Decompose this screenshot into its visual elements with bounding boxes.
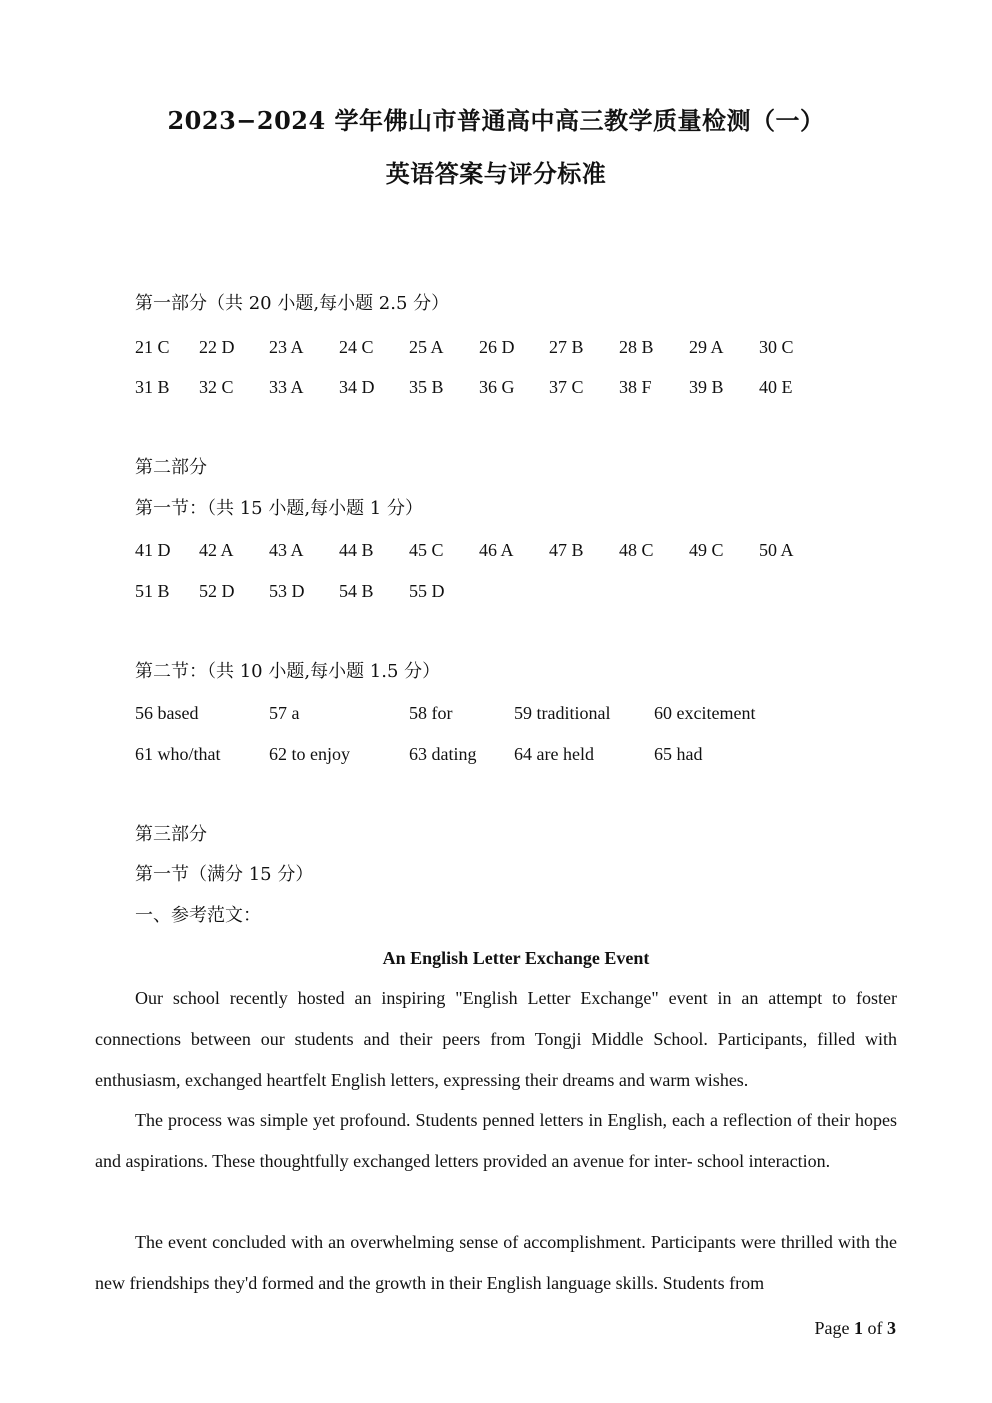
answer-item: 53 D (269, 581, 305, 601)
essay-paragraph: Our school recently hosted an inspiring "English Letter Exchange" event in an attempt to foster connections between our students and their peers from Tongji Middle School. Participants, filled with enthusiasm, exchanged heartfelt English letters, expressing their dreams and warm wishes. (95, 988, 897, 1090)
answer-item: 24 C (339, 337, 374, 357)
page-word: Page (814, 1318, 850, 1338)
essay-paragraph: The event concluded with an overwhelming sense of accomplishment. Participants were thrilled with the new friendships they'd formed and the growth in their English language skills. Students from (95, 1232, 897, 1293)
answer-item: 54 B (339, 581, 374, 601)
answer-item: 30 C (759, 337, 794, 357)
answer-item: 29 A (689, 337, 724, 357)
answer-item: 65 had (654, 744, 703, 764)
answer-item: 46 A (479, 540, 514, 560)
answer-item: 59 traditional (514, 703, 611, 723)
answer-item: 60 excitement (654, 703, 756, 723)
answer-item: 33 A (269, 377, 304, 397)
answer-item: 55 D (409, 581, 445, 601)
answer-item: 48 C (619, 540, 654, 560)
page-subtitle: 英语答案与评分标准 (385, 159, 607, 188)
sample-essay-heading: 一、参考范文： (135, 905, 261, 926)
answer-item: 51 B (135, 581, 170, 601)
answer-item: 31 B (135, 377, 170, 397)
answer-item: 44 B (339, 540, 374, 560)
answer-item: 32 C (199, 377, 234, 397)
page-number (815, 1316, 897, 1340)
answer-item: 45 C (409, 540, 444, 560)
answer-item: 28 B (619, 337, 654, 357)
answer-item: 34 D (339, 377, 375, 397)
answer-item: 21 C (135, 337, 170, 357)
answer-item: 61 who/that (135, 744, 221, 764)
answer-item: 62 to enjoy (269, 744, 350, 764)
answer-item: 43 A (269, 540, 304, 560)
part2-section1-heading: 第一节：（共 15 小题,每小题 1 分） (135, 498, 423, 519)
answer-item: 40 E (759, 377, 793, 397)
page-current: 1 (854, 1318, 863, 1338)
answer-item: 41 D (135, 540, 171, 560)
part1-heading: 第一部分（共 20 小题,每小题 2.5 分） (135, 293, 450, 314)
part2-section2-heading: 第二节：（共 10 小题,每小题 1.5 分） (135, 661, 441, 682)
answer-item: 56 based (135, 703, 199, 723)
answer-item: 52 D (199, 581, 235, 601)
answer-item: 63 dating (409, 744, 477, 764)
answer-item: 50 A (759, 540, 794, 560)
answer-item: 35 B (409, 377, 444, 397)
part3-heading: 第三部分 (135, 824, 207, 845)
answer-item: 47 B (549, 540, 584, 560)
essay-paragraph: The process was simple yet profound. Students penned letters in English, each a reflection of their hopes and aspirations. These thoughtfully exchanged letters provided an avenue for inter- school interaction. (95, 1110, 897, 1171)
part3-section1-heading: 第一节（满分 15 分） (135, 864, 314, 885)
answer-item: 27 B (549, 337, 584, 357)
answer-item: 38 F (619, 377, 652, 397)
answer-item: 25 A (409, 337, 444, 357)
answer-item: 37 C (549, 377, 584, 397)
page-title: 2023−2024 学年佛山市普通高中高三教学质量检测（一） (167, 106, 825, 135)
answer-item: 58 for (409, 703, 453, 723)
answer-item: 49 C (689, 540, 724, 560)
part2-heading: 第二部分 (135, 457, 207, 478)
answer-item: 57 a (269, 703, 300, 723)
answer-item: 42 A (199, 540, 234, 560)
answer-item: 36 G (479, 377, 515, 397)
answer-item: 64 are held (514, 744, 594, 764)
essay-title: An English Letter Exchange Event (382, 948, 650, 968)
of-word: of (867, 1318, 883, 1338)
answer-item: 39 B (689, 377, 724, 397)
page-total: 3 (887, 1318, 896, 1338)
answer-item: 26 D (479, 337, 515, 357)
answer-item: 23 A (269, 337, 304, 357)
answer-item: 22 D (199, 337, 235, 357)
